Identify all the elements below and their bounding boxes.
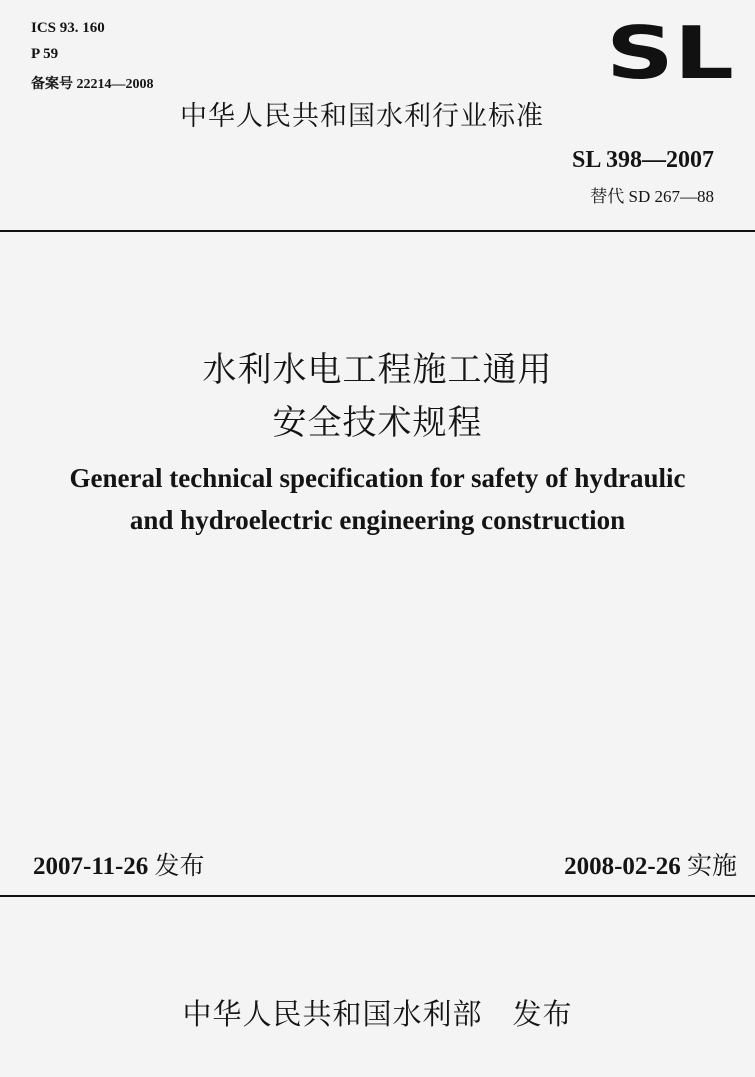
top-divider [0,230,755,232]
implementation-date-label: 实施 [686,851,737,880]
implementation-date [564,846,737,882]
standard-code: SL 398—2007 [571,147,714,173]
replaces-standard: 替代 SD 267—88 [590,187,714,206]
industry-standard-heading: 中华人民共和国水利行业标准 [180,101,544,132]
sl-logo [605,22,735,84]
issue-date-label: 发布 [154,851,205,880]
publisher: 中华人民共和国水利部 发布 [182,997,573,1031]
title-chinese-line-1: 水利水电工程施工通用 [202,350,553,390]
ics-code: ICS 93. 160 [31,20,105,36]
implementation-date-value: 2008-02-26 [564,853,681,880]
bottom-divider [0,895,755,897]
issue-date-value: 2007-11-26 [33,853,149,880]
record-number: 备案号 22214—2008 [31,77,154,92]
issue-date [33,846,205,882]
title-chinese-line-2: 安全技术规程 [272,403,483,443]
title-english-line-2: and hydroelectric engineering construction [129,505,626,535]
title-english-line-1: General technical specification for safety of hydraulic [69,463,686,493]
category-code: P 59 [31,46,59,62]
logo-text: SL [606,22,734,84]
